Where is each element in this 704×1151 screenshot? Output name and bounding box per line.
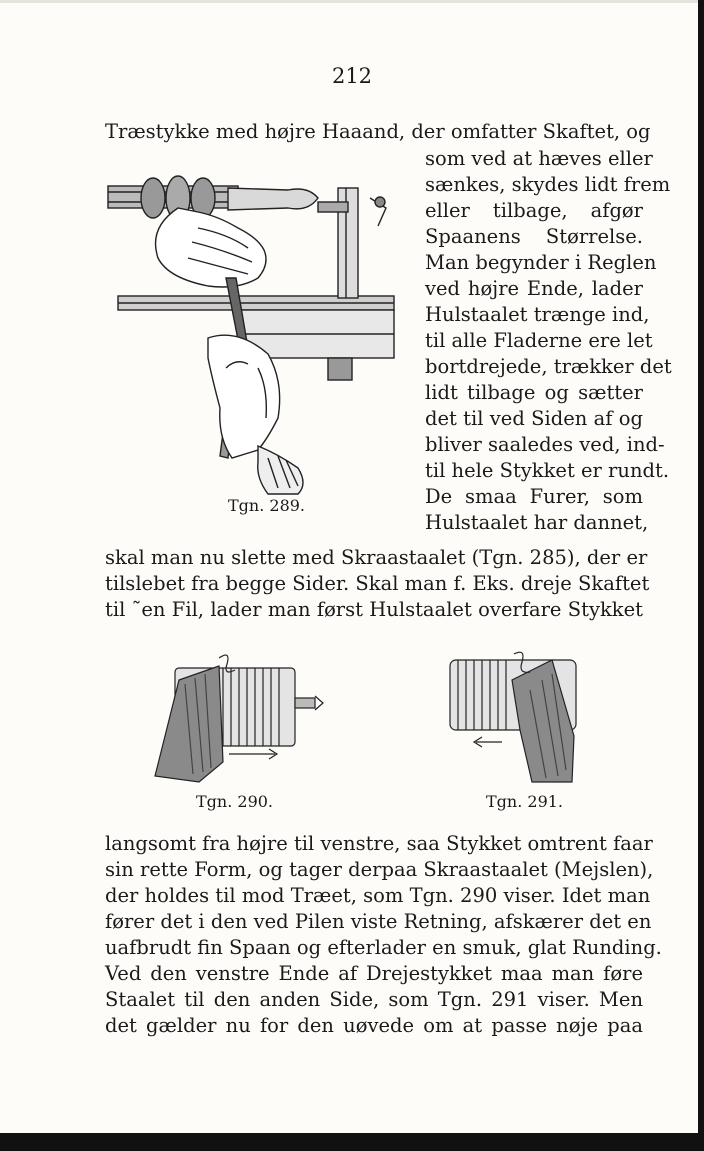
text-line: Hulstaalet har dannet, (425, 511, 649, 534)
figure-289-lathe-illustration (108, 168, 404, 498)
text-line: der holdes til mod Træet, som Tgn. 290 viser. Idet man (105, 884, 651, 907)
text-line: til alle Fladerne ere let (425, 329, 653, 352)
text-line: Hulstaalet trænge ind, (425, 303, 650, 326)
text-line: lidt tilbage og sætter (425, 381, 643, 404)
text-line: uafbrudt fin Spaan og efterlader en smuk, glat Runding. (105, 936, 662, 959)
figure-290-caption: Tgn. 290. (196, 792, 274, 811)
text-line: tilslebet fra begge Sider. Skal man f. Eks. dreje Skaftet (105, 572, 650, 595)
scan-top-edge (0, 0, 704, 3)
figure-289-caption: Tgn. 289. (228, 496, 306, 515)
text-line: det til ved Siden af og (425, 407, 643, 430)
text-line: langsomt fra højre til venstre, saa Stykket omtrent faar (105, 832, 653, 855)
text-line: fører det i den ved Pilen viste Retning, afskærer det en (105, 910, 652, 933)
scan-bottom-edge (0, 1133, 704, 1151)
text-line: til ˜en Fil, lader man først Hulstaalet overfare Stykket (105, 598, 643, 621)
text-line: sænkes, skydes lidt frem (425, 173, 671, 196)
figure-290-chisel-illustration (145, 650, 325, 788)
text-line: til hele Stykket er rundt. (425, 459, 670, 482)
text-line: eller tilbage, afgør (425, 199, 643, 222)
text-line: De smaa Furer, som (425, 485, 643, 508)
text-line: sin rette Form, og tager derpaa Skraastaalet (Mejslen), (105, 858, 654, 881)
text-line: Spaanens Størrelse. (425, 225, 643, 248)
text-line: Man begynder i Reglen (425, 251, 657, 274)
figure-291-caption: Tgn. 291. (486, 792, 564, 811)
text-line: Staalet til den anden Side, som Tgn. 291 viser. Men (105, 988, 643, 1011)
text-line: det gælder nu for den uøvede om at passe nøje paa (105, 1014, 643, 1037)
page-number: 212 (331, 64, 373, 88)
scan-right-edge (698, 0, 704, 1151)
text-line: bortdrejede, trækker det (425, 355, 672, 378)
text-line: Ved den venstre Ende af Drejestykket maa man føre (105, 962, 643, 985)
text-line: bliver saaledes ved, ind- (425, 433, 665, 456)
text-line: Træstykke med højre Haaand, der omfatter Skaftet, og (105, 120, 651, 143)
text-line: skal man nu slette med Skraastaalet (Tgn. 285), der er (105, 546, 648, 569)
figure-291-chisel-illustration (442, 650, 582, 788)
text-line: som ved at hæves eller (425, 147, 653, 170)
text-line: ved højre Ende, lader (425, 277, 643, 300)
